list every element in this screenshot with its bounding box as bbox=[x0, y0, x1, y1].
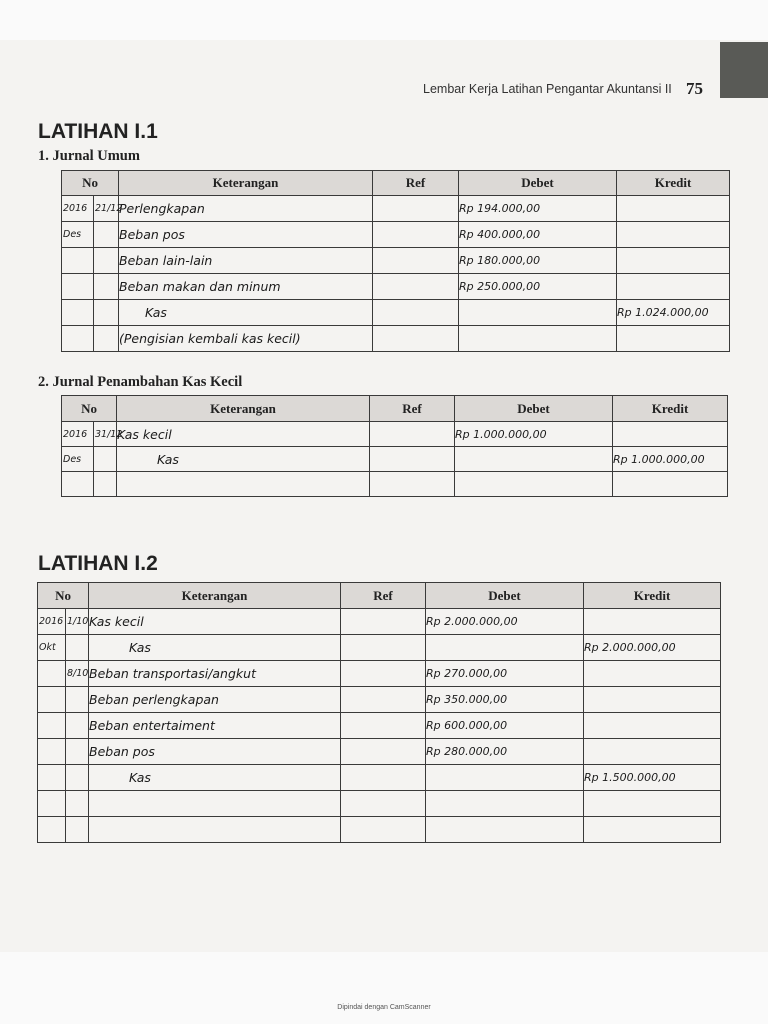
entry-ref-cell bbox=[370, 422, 455, 447]
entry-credit-cell bbox=[613, 422, 728, 447]
table-row bbox=[62, 196, 730, 222]
entry-description-cell bbox=[89, 817, 341, 843]
jurnal-umum-table bbox=[61, 170, 730, 352]
entry-date-cell bbox=[66, 765, 89, 791]
entry-description-cell: Kas kecil bbox=[117, 422, 370, 447]
entry-description-cell: Beban pos bbox=[119, 222, 373, 248]
page-number: 75 bbox=[686, 79, 703, 98]
entry-date-cell bbox=[66, 739, 89, 765]
entry-debit-cell: Rp 400.000,00 bbox=[459, 222, 617, 248]
entry-year-cell: 2016 bbox=[38, 609, 66, 635]
col-header-ref: Ref bbox=[341, 583, 426, 609]
table-row bbox=[38, 739, 721, 765]
entry-year-cell: 2016 bbox=[62, 422, 94, 447]
entry-credit-cell bbox=[584, 687, 721, 713]
entry-ref-cell bbox=[373, 196, 459, 222]
entry-credit-cell bbox=[584, 791, 721, 817]
entry-ref-cell bbox=[370, 447, 455, 472]
entry-ref-cell bbox=[370, 472, 455, 497]
table-row bbox=[38, 609, 721, 635]
entry-date-cell bbox=[94, 248, 119, 274]
entry-ref-cell bbox=[341, 635, 426, 661]
entry-date-cell bbox=[94, 472, 117, 497]
entry-credit-cell bbox=[617, 196, 730, 222]
entry-credit-cell bbox=[584, 609, 721, 635]
table-row bbox=[62, 422, 728, 447]
entry-credit-cell bbox=[584, 739, 721, 765]
entry-ref-cell bbox=[373, 300, 459, 326]
running-header: Lembar Kerja Latihan Pengantar Akuntansi II bbox=[423, 82, 672, 96]
entry-date-cell: 1/10 bbox=[66, 609, 89, 635]
entry-credit-cell: Rp 1.024.000,00 bbox=[617, 300, 730, 326]
table-row bbox=[38, 687, 721, 713]
table-row bbox=[38, 661, 721, 687]
latihan-2-table bbox=[37, 582, 721, 843]
entry-description-cell: Kas bbox=[119, 300, 373, 326]
col-header-keterangan: Keterangan bbox=[119, 171, 373, 196]
entry-date-cell: 8/10 bbox=[66, 661, 89, 687]
table-row bbox=[62, 222, 730, 248]
entry-debit-cell: Rp 2.000.000,00 bbox=[426, 609, 584, 635]
entry-year-cell bbox=[38, 661, 66, 687]
entry-ref-cell bbox=[373, 274, 459, 300]
table-row bbox=[38, 791, 721, 817]
entry-description-cell: Beban perlengkapan bbox=[89, 687, 341, 713]
col-header-no: No bbox=[62, 396, 117, 422]
entry-date-cell bbox=[94, 326, 119, 352]
entry-year-cell bbox=[38, 765, 66, 791]
entry-date-cell bbox=[94, 447, 117, 472]
entry-debit-cell bbox=[455, 472, 613, 497]
entry-credit-cell bbox=[584, 713, 721, 739]
entry-year-cell bbox=[62, 472, 94, 497]
entry-ref-cell bbox=[341, 817, 426, 843]
entry-credit-cell bbox=[617, 222, 730, 248]
entry-year-cell bbox=[62, 300, 94, 326]
col-header-keterangan: Keterangan bbox=[89, 583, 341, 609]
table-row bbox=[38, 817, 721, 843]
col-header-ref: Ref bbox=[370, 396, 455, 422]
entry-credit-cell bbox=[584, 817, 721, 843]
entry-date-cell bbox=[66, 687, 89, 713]
entry-ref-cell bbox=[341, 687, 426, 713]
col-header-kredit: Kredit bbox=[617, 171, 730, 196]
entry-description-cell: Kas bbox=[89, 765, 341, 791]
entry-debit-cell: Rp 280.000,00 bbox=[426, 739, 584, 765]
table-row bbox=[38, 635, 721, 661]
entry-description-cell: Beban transportasi/angkut bbox=[89, 661, 341, 687]
entry-date-cell bbox=[94, 222, 119, 248]
entry-year-cell bbox=[38, 739, 66, 765]
entry-credit-cell: Rp 1.500.000,00 bbox=[584, 765, 721, 791]
entry-year-cell bbox=[62, 274, 94, 300]
jurnal-umum-heading: 1. Jurnal Umum bbox=[38, 148, 140, 164]
entry-description-cell: Perlengkapan bbox=[119, 196, 373, 222]
entry-debit-cell: Rp 1.000.000,00 bbox=[455, 422, 613, 447]
table-row bbox=[38, 765, 721, 791]
entry-debit-cell bbox=[426, 817, 584, 843]
entry-credit-cell bbox=[617, 248, 730, 274]
entry-description-cell bbox=[89, 791, 341, 817]
entry-debit-cell bbox=[426, 765, 584, 791]
entry-year-cell bbox=[38, 687, 66, 713]
col-header-kredit: Kredit bbox=[584, 583, 721, 609]
entry-credit-cell bbox=[613, 472, 728, 497]
jurnal-penambahan-heading: 2. Jurnal Penambahan Kas Kecil bbox=[38, 374, 243, 390]
entry-year-cell bbox=[38, 817, 66, 843]
entry-ref-cell bbox=[373, 326, 459, 352]
entry-date-cell bbox=[66, 635, 89, 661]
entry-credit-cell bbox=[584, 661, 721, 687]
entry-date-cell bbox=[94, 274, 119, 300]
col-header-kredit: Kredit bbox=[613, 396, 728, 422]
latihan-2-title: LATIHAN I.2 bbox=[38, 552, 158, 575]
entry-description-cell: (Pengisian kembali kas kecil) bbox=[119, 326, 373, 352]
entry-debit-cell bbox=[455, 447, 613, 472]
entry-year-cell bbox=[62, 248, 94, 274]
entry-credit-cell bbox=[617, 326, 730, 352]
table-row bbox=[62, 447, 728, 472]
table-row bbox=[62, 472, 728, 497]
entry-debit-cell bbox=[426, 791, 584, 817]
entry-ref-cell bbox=[373, 248, 459, 274]
entry-description-cell: Kas bbox=[89, 635, 341, 661]
entry-description-cell: Kas bbox=[117, 447, 370, 472]
entry-ref-cell bbox=[341, 661, 426, 687]
entry-ref-cell bbox=[341, 713, 426, 739]
entry-year-cell: Des bbox=[62, 222, 94, 248]
col-header-debet: Debet bbox=[426, 583, 584, 609]
entry-date-cell: 31/12 bbox=[94, 422, 117, 447]
table-row bbox=[38, 713, 721, 739]
scanner-footer-note: Dipindai dengan CamScanner bbox=[337, 1004, 431, 1011]
entry-ref-cell bbox=[341, 791, 426, 817]
entry-debit-cell bbox=[459, 300, 617, 326]
entry-debit-cell: Rp 180.000,00 bbox=[459, 248, 617, 274]
table-row bbox=[62, 326, 730, 352]
entry-debit-cell: Rp 194.000,00 bbox=[459, 196, 617, 222]
jurnal-penambahan-table bbox=[61, 395, 728, 497]
entry-description-cell: Beban lain-lain bbox=[119, 248, 373, 274]
entry-credit-cell: Rp 1.000.000,00 bbox=[613, 447, 728, 472]
entry-credit-cell bbox=[617, 274, 730, 300]
entry-ref-cell bbox=[341, 609, 426, 635]
table-row bbox=[62, 274, 730, 300]
table-row bbox=[62, 248, 730, 274]
latihan-1-title: LATIHAN I.1 bbox=[38, 120, 158, 143]
entry-date-cell bbox=[66, 791, 89, 817]
entry-ref-cell bbox=[373, 222, 459, 248]
entry-ref-cell bbox=[341, 739, 426, 765]
entry-description-cell: Beban makan dan minum bbox=[119, 274, 373, 300]
entry-description-cell bbox=[117, 472, 370, 497]
entry-date-cell bbox=[66, 713, 89, 739]
col-header-debet: Debet bbox=[455, 396, 613, 422]
entry-debit-cell bbox=[426, 635, 584, 661]
entry-description-cell: Kas kecil bbox=[89, 609, 341, 635]
col-header-no: No bbox=[62, 171, 119, 196]
entry-debit-cell: Rp 600.000,00 bbox=[426, 713, 584, 739]
entry-date-cell bbox=[66, 817, 89, 843]
table-row bbox=[62, 300, 730, 326]
entry-debit-cell: Rp 350.000,00 bbox=[426, 687, 584, 713]
entry-date-cell bbox=[94, 300, 119, 326]
entry-description-cell: Beban entertaiment bbox=[89, 713, 341, 739]
entry-date-cell: 21/12 bbox=[94, 196, 119, 222]
entry-year-cell bbox=[62, 326, 94, 352]
col-header-keterangan: Keterangan bbox=[117, 396, 370, 422]
entry-year-cell: Des bbox=[62, 447, 94, 472]
col-header-no: No bbox=[38, 583, 89, 609]
entry-year-cell: 2016 bbox=[62, 196, 94, 222]
entry-credit-cell: Rp 2.000.000,00 bbox=[584, 635, 721, 661]
entry-debit-cell bbox=[459, 326, 617, 352]
entry-description-cell: Beban pos bbox=[89, 739, 341, 765]
col-header-ref: Ref bbox=[373, 171, 459, 196]
col-header-debet: Debet bbox=[459, 171, 617, 196]
page-corner-tab bbox=[720, 42, 768, 98]
entry-year-cell bbox=[38, 713, 66, 739]
entry-year-cell bbox=[38, 791, 66, 817]
entry-year-cell: Okt bbox=[38, 635, 66, 661]
entry-ref-cell bbox=[341, 765, 426, 791]
entry-debit-cell: Rp 270.000,00 bbox=[426, 661, 584, 687]
entry-debit-cell: Rp 250.000,00 bbox=[459, 274, 617, 300]
